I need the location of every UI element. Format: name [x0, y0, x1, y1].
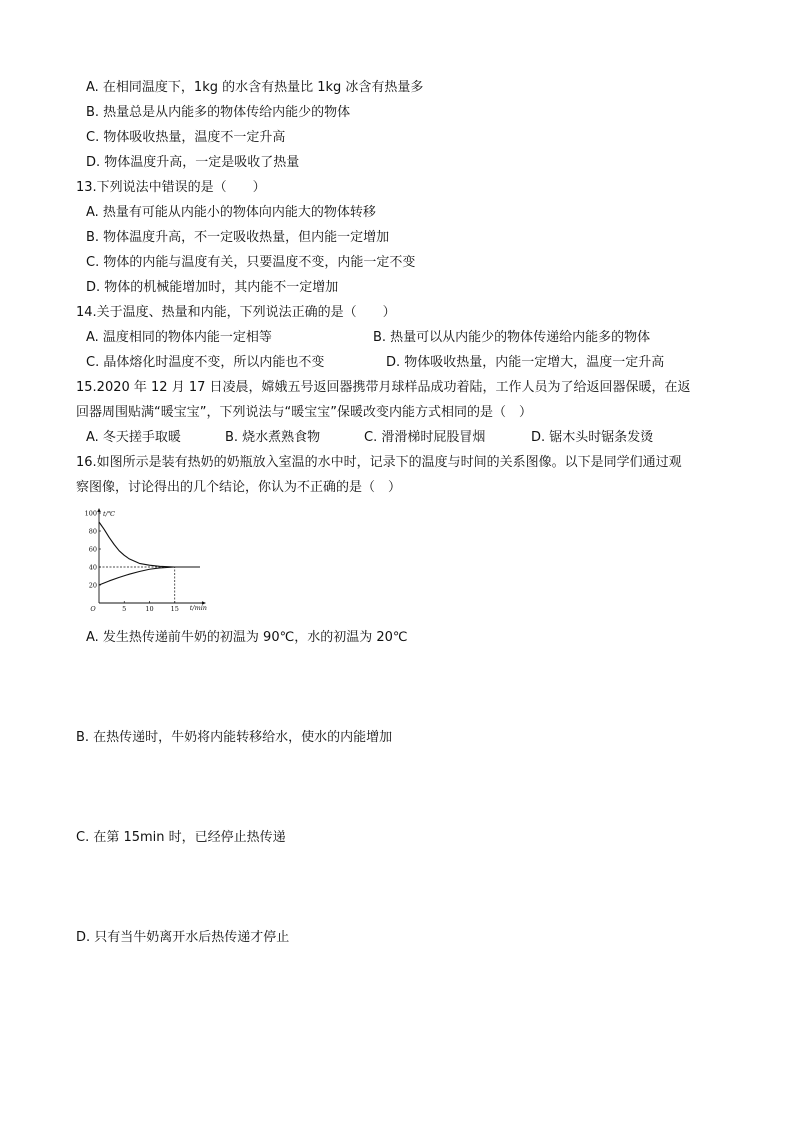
temperature-time-chart: [84, 506, 208, 614]
q14-option-a: A. 温度相同的物体内能一定相等: [86, 330, 272, 345]
q15-stem-line1: 15.2020 年 12 月 17 日凌晨，嫦娥五号返回器携带月球样品成功着陆，工作人员为了给返回器保暖，在返: [76, 380, 691, 395]
q12-option-c: C. 物体吸收热量，温度不一定升高: [86, 130, 286, 145]
q14-stem: 14.关于温度、热量和内能，下列说法正确的是（ ）: [76, 305, 396, 320]
q13-option-b: B. 物体温度升高，不一定吸收热量，但内能一定增加: [86, 230, 390, 245]
q16-stem-line1: 16.如图所示是装有热奶的奶瓶放入室温的水中时，记录下的温度与时间的关系图像。以下是同学们通过观: [76, 455, 682, 470]
q16-option-a: A. 发生热传递前牛奶的初温为 90℃，水的初温为 20℃: [86, 630, 408, 645]
series-line-1: [99, 522, 200, 567]
y-axis-label: t/℃: [103, 510, 116, 518]
q15-option-c: C. 滑滑梯时屁股冒烟: [364, 430, 486, 445]
q14-option-d: D. 物体吸收热量，内能一定增大，温度一定升高: [386, 355, 665, 370]
q12-option-d: D. 物体温度升高，一定是吸收了热量: [86, 155, 300, 170]
q14-option-c: C. 晶体熔化时温度不变，所以内能也不变: [86, 355, 325, 370]
q16-option-d: D. 只有当牛奶离开水后热传递才停止: [76, 930, 290, 945]
y-tick-label: 60: [88, 545, 97, 554]
q13-stem: 13.下列说法中错误的是（ ）: [76, 180, 266, 195]
q14-option-b: B. 热量可以从内能少的物体传递给内能多的物体: [373, 330, 651, 345]
q15-option-a: A. 冬天搓手取暖: [86, 430, 181, 445]
q15-stem-line2: 回器周围贴满“暖宝宝”，下列说法与“暖宝宝”保暖改变内能方式相同的是（ ）: [76, 405, 532, 420]
q16-option-b: B. 在热传递时，牛奶将内能转移给水，使水的内能增加: [76, 730, 393, 745]
x-tick-label: 15: [170, 605, 179, 613]
origin-label: O: [90, 605, 96, 613]
q16-option-c: C. 在第 15min 时，已经停止热传递: [76, 830, 286, 845]
q12-option-b: B. 热量总是从内能多的物体传给内能少的物体: [86, 105, 351, 120]
x-tick-label: 10: [145, 605, 154, 613]
q12-option-a: A. 在相同温度下，1kg 的水含有热量比 1kg 冰含有热量多: [86, 80, 424, 95]
temperature-time-graph: [84, 506, 208, 614]
y-axis-arrow: [97, 508, 101, 512]
y-tick-label: 80: [88, 527, 97, 536]
y-tick-label: 20: [88, 581, 97, 590]
y-tick-label: 40: [88, 563, 97, 572]
x-axis-label: t/min: [189, 604, 207, 612]
q13-option-c: C. 物体的内能与温度有关，只要温度不变，内能一定不变: [86, 255, 416, 270]
q15-option-d: D. 锯木头时锯条发烫: [531, 430, 654, 445]
x-tick-label: 5: [122, 605, 127, 613]
q15-option-b: B. 烧水煮熟食物: [225, 430, 321, 445]
q16-stem-line2: 察图像，讨论得出的几个结论，你认为不正确的是（ ）: [76, 480, 402, 495]
q13-option-d: D. 物体的机械能增加时，其内能不一定增加: [86, 280, 339, 295]
series-line-2: [99, 567, 200, 585]
y-tick-label: 100: [84, 509, 97, 518]
q13-option-a: A. 热量有可能从内能小的物体向内能大的物体转移: [86, 205, 376, 220]
